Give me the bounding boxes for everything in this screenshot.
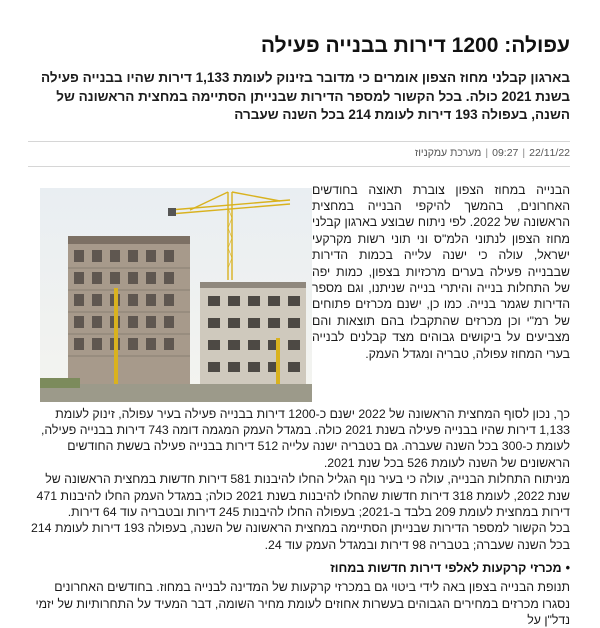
bullet-icon: • bbox=[566, 561, 570, 575]
article-headline: עפולה: 1200 דירות בבנייה פעילה bbox=[28, 0, 570, 59]
article-intro: הבנייה במחוז הצפון צוברת תאוצה בחודשים האחרונים, בהמשך להיקפי הבנייה במחצית הראשונה של 2022. לפי ניתוח שבוצע בארגון קבלני מחוז הצפון לנתוני הלמ"ס וני תוני רשות מקרקעי ישראל, עולה כי ישנה עלייה בכמות הדירות שבבנייה פעילה בערים מרכזיות בצפון, כמות יפה של התחלות בנייה והיתרי בנייה שניתנו, וגם מספר הדירות שגמר בנייה. כמו כן, ישנם מכרזים פתוחים של רמ"י וכן מכרזים שהתקבלו בהם תוצאות והם מצביעים על ביקושים גבוהים מצד קבלנים לבנייה בערי המחוז עפולה, טבריה ומגדל העמק. bbox=[28, 182, 570, 362]
article-paragraph-4: תנופת הבנייה בצפון באה לידי ביטוי גם במכרזי קרקעות של המדינה לבנייה במחוז. בחודשים האחרונים נסגרו מכרזים במחירים הגבוהים בעשרות אחוזים לעומת מחיר השומה, דבר המעיד על התחרותיות של יזמי נדל"ן על bbox=[28, 579, 570, 628]
article-subtitle: בארגון קבלני מחוז הצפון אומרים כי מדובר בזינוק לעומת 1,133 דירות שהיו בבנייה פעילה בשנת 2021 כולה. בכל הקשור למספר הדירות שבנייתן הסתיימה במחצית הראשונה של השנה, בעפולה 193 דירות לעומת 214 בכל השנה שעברה bbox=[28, 69, 570, 125]
article-paragraph-3: בכל הקשור למספר הדירות שבנייתן הסתיימה במחצית הראשונה של השנה, בעפולה 193 דירות לעומת 214 בכל השנה שעברה; בטבריה 98 דירות ובמגדל העמק עוד 24. bbox=[28, 520, 570, 553]
construction-site-photo[interactable] bbox=[40, 188, 312, 402]
article-meta: 22/11/22|09:27|מערכת עמקניוז bbox=[28, 141, 570, 167]
article-paragraph-1: כך, נכון לסוף המחצית הראשונה של 2022 ישנם כ-1200 דירות בבנייה פעילה בעיר עפולה, זינוק לעומת 1,133 דירות שהיו בבנייה פעילה בשנת 2021 כולה. במגדל העמק המגמה דומה 743 דירות בבנייה פעילה, לעומת כ-300 בכל השנה שעברה. גם בטבריה ישנה עלייה 512 דירות בבנייה פעילה בששת החודשים הראשונים של השנה לעומת 526 בכל שנת 2021. bbox=[28, 406, 570, 472]
article-author[interactable]: מערכת עמקניוז bbox=[415, 147, 482, 159]
article-subheading: •מכרזי קרקעות לאלפי דירות חדשות במחוז bbox=[28, 561, 570, 575]
article-time: 09:27 bbox=[492, 147, 518, 159]
article-paragraph-2: מניתוח התחלות הבנייה, עולה כי בעיר נוף הגליל החלו להיבנות 581 דירות חדשות במחצית הראשונה של שנת 2022, לעומת 318 דירות חדשות שהחלו להיבנות בשנת 2021 כולה; במגדל העמק החלו להיבנות 471 דירות במחצית לעומת 209 בלבד ב-2021; בעפולה החלו להיבנות 245 דירות ובטבריה עוד 64 דירות. bbox=[28, 471, 570, 520]
article-date: 22/11/22 bbox=[529, 147, 570, 159]
article-body bbox=[28, 182, 570, 628]
